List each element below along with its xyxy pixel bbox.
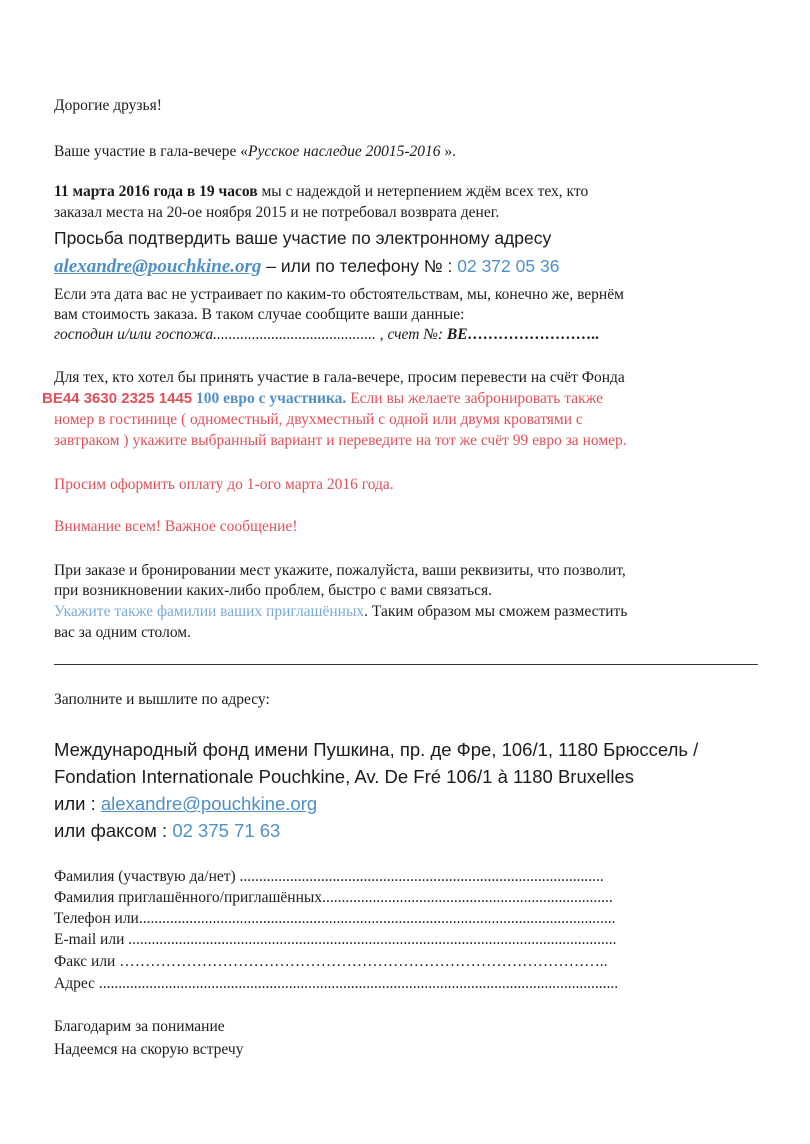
- form-field-surname[interactable]: Фамилия (участвую да/нет) ..............................................................................................: [54, 868, 604, 885]
- event-date-line-2: заказал места на 20-ое ноября 2015 и не потребовал возврата денег.: [54, 204, 500, 221]
- closing-thanks: Благодарим за понимание: [54, 1018, 225, 1035]
- form-field-guests[interactable]: Фамилия приглашённого/приглашённых...........................................................................: [54, 889, 613, 906]
- attention-notice: Внимание всем! Важное сообщение!: [54, 518, 298, 535]
- event-date-line: [54, 182, 588, 202]
- intro-prefix: Ваше участие в гала-вечере «: [54, 143, 249, 160]
- payment-deadline: Просим оформить оплату до 1-ого марта 2016 года.: [54, 476, 394, 493]
- address-ru: Международный фонд имени Пушкина, пр. де Фре, 106/1, 1180 Брюссель /: [54, 739, 699, 760]
- fax-number: 02 375 71 63: [172, 820, 281, 841]
- unsuitable-line-2: вам стоимость заказа. В таком случае сообщите ваши данные:: [54, 306, 465, 323]
- price-per-participant: 100 евро с участника.: [192, 390, 347, 407]
- form-field-phone[interactable]: Телефон или...........................................................................................................................: [54, 910, 616, 927]
- greeting: Дорогие друзья!: [54, 97, 162, 114]
- phone-number: 02 372 05 36: [457, 256, 560, 276]
- hotel-line-3: завтраком ) укажите выбранный вариант и переведите на тот же счёт 99 евро за номер.: [54, 432, 627, 449]
- or-fax-prefix: или факсом :: [54, 820, 173, 841]
- details-line-1: При заказе и бронировании мест укажите, пожалуйста, ваши реквизиты, что позволит,: [54, 562, 626, 579]
- divider: [54, 664, 758, 665]
- new-participant-line: Для тех, кто хотел бы принять участие в гала-вечере, просим перевести на счёт Фонда: [54, 369, 625, 386]
- email-link[interactable]: alexandre@pouchkine.org: [54, 256, 262, 277]
- guests-highlight: Укажите также фамилии ваших приглашённых: [54, 603, 365, 620]
- refund-account-be: BE……………………..: [446, 326, 600, 343]
- guests-line: [54, 602, 627, 622]
- form-email-link[interactable]: alexandre@pouchkine.org: [100, 793, 318, 814]
- intro-line: [54, 142, 456, 162]
- form-field-email[interactable]: E-mail или ..............................................................................................................................: [54, 931, 617, 948]
- send-instruction: Заполните и вышлите по адресу:: [54, 691, 270, 708]
- event-date-rest: мы с надеждой и нетерпением ждём всех тех, кто: [257, 183, 589, 200]
- guests-rest: . Таким образом мы сможем разместить: [364, 603, 628, 620]
- refund-form-label: господин и/или госпожа.......................................... , счет №:: [54, 326, 447, 343]
- guests-line-2: вас за одним столом.: [54, 624, 191, 641]
- hotel-line-1: Если вы желаете забронировать также: [346, 390, 604, 407]
- form-field-fax[interactable]: Факс или …………………………………………………………………………………..: [54, 953, 608, 970]
- or-email-line: [54, 794, 317, 814]
- intro-suffix: ».: [440, 143, 457, 160]
- form-field-address[interactable]: Адрес ......................................................................................................................................: [54, 975, 619, 992]
- iban: BE44 3630 2325 1445: [42, 390, 193, 407]
- or-fax-line: [54, 821, 280, 841]
- contact-line: [54, 256, 559, 278]
- refund-form-line: [54, 325, 599, 345]
- closing-hope: Надеемся на скорую встречу: [54, 1041, 244, 1058]
- details-line-2: при возникновении каких-либо проблем, быстро с вами связаться.: [54, 582, 492, 599]
- unsuitable-line-1: Если эта дата вас не устраивает по каким-то обстоятельствам, мы, конечно же, вернём: [54, 286, 624, 303]
- confirm-line: Просьба подтвердить ваше участие по электронному адресу: [54, 228, 552, 248]
- gala-title: Русское наследие 20015-2016: [248, 143, 441, 160]
- address-fr: Fondation Internationale Pouchkine, Av. De Fré 106/1 à 1180 Bruxelles: [54, 766, 635, 787]
- iban-line: [42, 389, 603, 409]
- phone-prefix: – или по телефону № :: [261, 256, 458, 276]
- event-date: 11 марта 2016 года в 19 часов: [54, 183, 258, 200]
- hotel-line-2: номер в гостинице ( одноместный, двухместный с одной или двумя кроватями с: [54, 411, 583, 428]
- or-email-prefix: или :: [54, 793, 101, 814]
